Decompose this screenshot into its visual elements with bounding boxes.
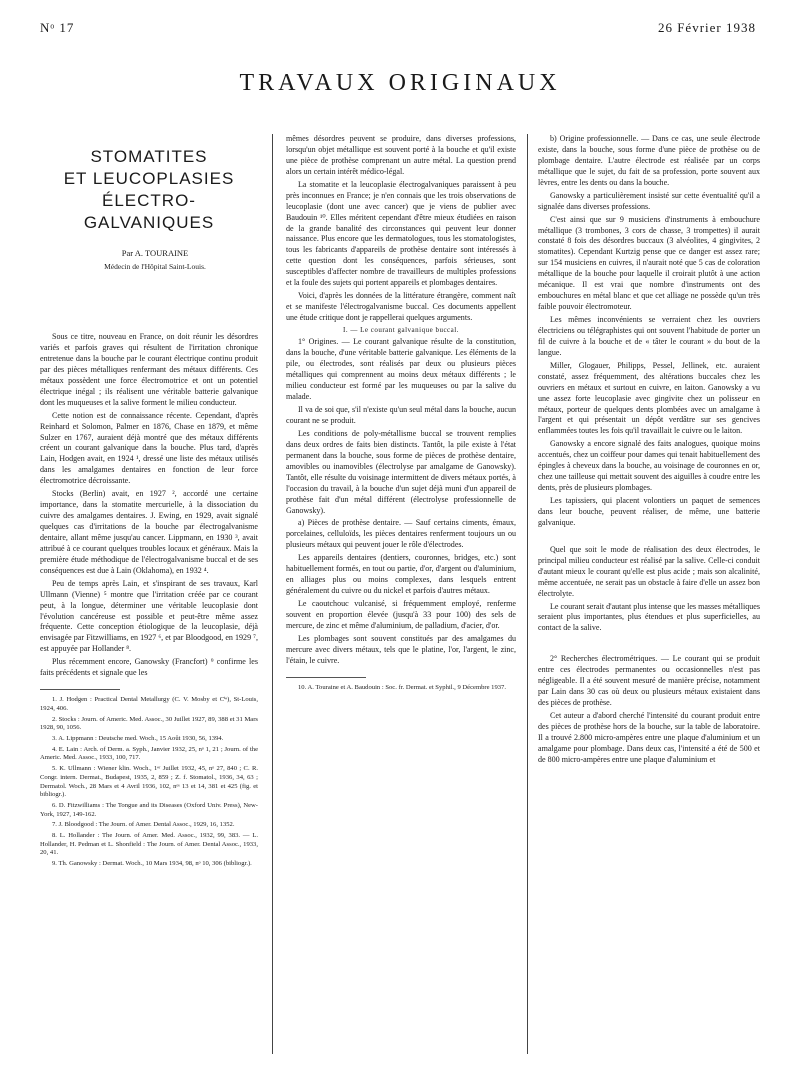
footnote: 8. L. Hollander : The Journ. of Amer. Med. Assoc., 1932, 99, 383. — L. Hollander, H. Pedman et L. Shonfield : The Journ. of Amer. Dental Assoc., 1933, 20, 41.: [40, 832, 258, 857]
author: Par A. TOURAINE: [121, 248, 189, 259]
paragraph: Il va de soi que, s'il n'existe qu'un seul métal dans la bouche, aucun courant ne se produit.: [286, 405, 516, 426]
paragraph: b) Origine professionnelle. — Dans ce cas, une seule électrode existe, dans la bouche, sous forme d'une pièce de prothèse ou de plombage dentaire. L'autre électrode est réalisée par un corps métallique que le sujet, du fait de sa profession, porte souvent aux lèvres, entre les dents ou dans la bouche.: [538, 134, 760, 187]
paragraph: Plus récemment encore, Ganowsky (Francfort) ⁹ confirme les faits précédents et signale que les: [40, 657, 258, 678]
footnote: 3. A. Lippmann : Deutsche med. Woch., 15 Août 1930, 56, 1394.: [52, 734, 224, 742]
paragraph: Cette notion est de connaissance récente. Cependant, d'après Reinhard et Solomon, Palmer en 1876, Chase en 1879, et même Sulzer en 1767, auraient déjà montré que des métaux différents créent un courant galvanique dans la bouche. Plus tard, d'après Lain, Hodgen avait, en 1924 ¹, dressé une liste des métaux utilisés dans les amalgames dentaires en fonction de leur force électromotrice décroissante.: [40, 410, 258, 486]
paragraph: 1° Origines. — Le courant galvanique résulte de la constitution, dans la bouche, d'une véritable batterie galvanique. Les éléments de la pile, ou électrodes, sont réalisés par deux ou plusieurs pièces métalliques qui comprennent au moins deux métaux différents ; le milieu conducteur est formé par les muqueuses ou par la salive du malade.: [286, 337, 516, 402]
footnote: 5. K. Ullmann : Wiener klin. Woch., 1ᵉʳ Juillet 1932, 45, nᵒ 27, 840 ; C. R. Congr. intern. Dermat., Budapest, 1935, 2, 859 ; Z. f. Stomatol., 1936, 34, 63 ; Dermatol. Woch., 28 Mars et 4 Avril 1936, 102, nᵒˢ 13 et 14, 381 et 425 (fig. et bibliogr.).: [40, 765, 258, 799]
paragraph: Miller, Glogauer, Philipps, Pessel, Jellinek, etc. auraient constaté, assez fréquemment, des altérations buccales chez les ouvriers en métaux et surtout en cuivre, en laiton. Ganowsky a vu une assez forte leucoplasie avec gingivite chez un polisseur en métaux, porteur de quelques dents plombées avec un amalgame à l'argent et qui présentait un dépôt verdâtre sur ses gencives enflammées toutes les fois qu'il travaillait le cuivre ou le laiton.: [538, 360, 760, 436]
paragraph: Les mêmes inconvénients se verraient chez les ouvriers électriciens ou télégraphistes qui ont souvent l'habitude de porter un fil de cuivre à la bouche et de « tâter le courant » du bout de la langue.: [538, 315, 760, 357]
footnote: 6. D. Fitzwilliams : The Tongue and its Diseases (Oxford Univ. Press), New-York, 1927, 149-162.: [40, 801, 258, 818]
paragraph: Les appareils dentaires (dentiers, couronnes, bridges, etc.) sont habituellement formés, en tout ou partie, d'or, d'argent ou d'aluminium, en alliages plus ou moins complexes, dans lesquels entrent généralement du cuivre ou du nickel et parfois d'autres métaux.: [286, 553, 516, 596]
paragraph: C'est ainsi que sur 9 musiciens d'instruments à embouchure métallique (3 trombones, 3 cors de chasse, 3 trompettes) il aurait constaté 8 fois des désordres buccaux (3 alvéolites, 4 gingivites, 2 stomatites). Cependant Kurtzig pense que ce danger est assez rare; sur 154 musiciens en cuivres, il n'aurait noté que 5 cas de coloration métallique de la bouche pour laquelle il croirait plutôt à une action mécanique. Il est vrai que nombre d'instruments ont des embouchures en métal blanc et que cet alliage ne possède qu'un très faible pouvoir électromoteur.: [538, 214, 760, 312]
paragraph: Ganowsky a particulièrement insisté sur cette éventualité qu'il a signalée dans diverses professions.: [538, 190, 760, 211]
paragraph: Les conditions de poly-métallisme buccal se trouvent remplies dans deux ordres de faits bien distincts. Tantôt, la pile existe à l'état permanent dans la bouche, sous forme de pièces de prothèse dentaire, amovibles ou inamovibles (électrolyse par amalgame de Ganowsky). Tantôt, elle résulte du voisinage intermittent de divers métaux portés, à l'occasion du travail, à la bouche d'un sujet déjà muni d'un appareil de prothèse fait d'un métal différent (électrolyse professionnelle de Ganowsky).: [286, 428, 516, 515]
footnote: 4. E. Lain : Arch. of Derm. a. Syph., Janvier 1932, 25, nᵒ 1, 21 ; Journ. of the Americ. Med. Assoc., 1933, 100, 717.: [40, 745, 258, 762]
article-title-line: ÉLECTRO-GALVANIQUES: [83, 191, 215, 233]
article-title-line: STOMATITES: [90, 147, 208, 166]
section-title: TRAVAUX ORIGINAUX: [239, 70, 561, 96]
paragraph: Ganowsky a encore signalé des faits analogues, quoique moins accentués, chez un coiffeur pour dames qui tenait habituellement des épingles à cheveux dans la bouche, au voisinage de couronnes en or, chez une tailleuse qui mettait souvent des aiguilles à coudre entre les dents, près de plusieurs plombages.: [538, 439, 760, 493]
footnote: 9. Th. Ganowsky : Dermat. Woch., 10 Mars 1934, 98, nᵒ 10, 306 (bibliogr.).: [52, 860, 252, 868]
paragraph: Les tapissiers, qui placent volontiers un paquet de semences dans leur bouche, peuvent réaliser, de même, une batterie galvanique.: [538, 496, 760, 527]
paragraph: 2° Recherches électrométriques. — Le courant qui se produit entre ces électrodes permanentes ou occasionnelles n'est pas négligeable. Il a été souvent mesuré de manière précise, notamment par Lain dans 30 cas où deux ou plusieurs métaux existaient dans des pièces de prothèse.: [538, 654, 760, 708]
paragraph: mêmes désordres peuvent se produire, dans diverses professions, lorsqu'un objet métallique est souvent porté à la bouche et qu'il existe une pièce de prothèse comprenant un autre métal. La question prend alors un certain intérêt médico-légal.: [286, 134, 516, 176]
section-subheading: I. — Le courant galvanique buccal.: [343, 325, 459, 334]
affiliation: Médecin de l'Hôpital Saint-Louis.: [104, 261, 206, 271]
footnote-rule: [286, 677, 366, 678]
footnote: 2. Stocks : Journ. of Americ. Med. Assoc., 30 Juillet 1927, 89, 388 et 31 Mars 1928, 90, 1056.: [40, 715, 258, 732]
paragraph: Sous ce titre, nouveau en France, on doit réunir les désordres variés et parfois graves qui résultent de l'irritation chronique entretenue dans la bouche par le courant électrique continu produit par des pièces métalliques renfermant des métaux différents. Ces métaux possèdent une force électromotrice et ont un potentiel électrique inégal ; ils réalisent une véritable batterie galvanique dont les muqueuses et la salive forment le milieu conducteur.: [40, 332, 258, 407]
column-rule: [272, 134, 273, 1054]
paragraph: La stomatite et la leucoplasie électrogalvaniques paraissent à peu près inconnues en France; je n'en connais que les trois observations de leucoplasie (dont une avec cancer) que je viens de publier avec Baudouin ¹⁰. Elles méritent cependant d'être mieux étudiées en raison de la grande banalité des circonstances qui peuvent leur donner naissance. Plus encore que les dermatologues, tous les stomatologistes, tous les fabricants d'appareils de prothèse dentaire sont intéressés à cette question dont les conséquences, parfois sérieuses, sont susceptibles d'affecter nombre de travailleurs de multiples professions et la foule des sujets qui portent appareils et plombages dentaires.: [286, 179, 516, 288]
paragraph: Peu de temps après Lain, et s'inspirant de ses travaux, Karl Ullmann (Vienne) ⁵ montre que l'irritation créée par ce courant peut, à la longue, déterminer une véritable leucoplasie dont l'évolution cancéreuse est possible et peut-être même assez fréquente. Cette conception étiologique de la leucoplasie, déjà envisagée par Fitzwilliams, en 1927 ⁶, et par Bloodgood, en 1929 ⁷, est appuyée par Hollander ⁸.: [40, 578, 258, 654]
paragraph: Voici, d'après les données de la littérature étrangère, comment naît et se manifeste l'électrogalvanisme buccal. Ces documents appellent une étude critique dont je rappellerai quelques arguments.: [286, 291, 516, 322]
footnote: 1. J. Hodgen : Practical Dental Metallurgy (C. V. Mosby et Cⁱᵉ), St-Louis, 1924, 406.: [40, 696, 258, 712]
footnote: 10. A. Touraine et A. Baudouin : Soc. fr. Dermat. et Syphil., 9 Décembre 1937.: [298, 683, 506, 691]
column-1: [40, 134, 258, 871]
column-2: [286, 134, 516, 694]
paragraph: Les plombages sont souvent constitués par des amalgames du mercure avec divers métaux, tels que le platine, l'or, l'argent, le zinc, l'étain, le cuivre.: [286, 633, 516, 665]
column-rule: [527, 134, 528, 1054]
paragraph: a) Pièces de prothèse dentaire. — Sauf certains ciments, émaux, porcelaines, celluloïds, les pièces dentaires renferment toujours un ou plusieurs métaux qui peuvent jouer le rôle d'électrodes.: [286, 518, 516, 550]
footnote-rule: [40, 689, 120, 690]
footnote: 7. J. Bloodgood : The Journ. of Amer. Dental Assoc., 1929, 16, 1352.: [52, 821, 235, 829]
paragraph: Quel que soit le mode de réalisation des deux électrodes, le principal milieu conducteur est réalisé par la salive. Celle-ci conduit d'autant mieux le courant qu'elle est plus acide ; mais son alcalinité, même accentuée, ne serait pas un obstacle à faire d'elle un assez bon électrolyte.: [538, 544, 760, 598]
paragraph: Le courant serait d'autant plus intense que les masses métalliques seraient plus importantes, plus étendues et plus superficielles, au contact de la salive.: [538, 601, 760, 633]
article-title-line: ET LEUCOPLASIES: [63, 169, 235, 189]
paragraph: Stocks (Berlin) avait, en 1927 ², accordé une certaine importance, dans la stomatite mercurielle, à la dissociation du cuivre des amalgames dentaires. J. Ewing, en 1929, avait signalé quelques cas d'irritations de la bouche par électrogalvanisme dentaire, allant même jusqu'au cancer. Lippmann, en 1930 ³, avait attribué à ce courant quelques troubles locaux et généraux. Mais la première étude méthodique de l'électrogalvanisme buccal et de ses conséquences est due à Lain (Oklahoma), en 1932 ⁴.: [40, 489, 258, 575]
spacer: [538, 636, 760, 654]
paragraph: Le caoutchouc vulcanisé, si fréquemment employé, renferme souvent en proportion élevée (jusqu'à 33 pour 100) des sels de mercure, de zinc et même d'aluminium, de palladium, d'acier, d'or.: [286, 599, 516, 630]
article-title: [40, 146, 258, 234]
issue-number: Nᵒ 17: [40, 20, 75, 35]
column-3: [538, 134, 760, 768]
spacer: [538, 531, 760, 545]
paragraph: Cet auteur a d'abord cherché l'intensité du courant produit entre des pièces de prothèse hors de la bouche, sur la table de laboratoire. Il a trouvé 2.800 micro-ampères entre une plaque d'aluminium et un amalgame pour plombage. Dans deux cas, l'intensité a été de 500 et de 800 micro-ampères entre une plaque d'aluminium et: [538, 711, 760, 764]
issue-date: 26 Février 1938: [657, 20, 756, 35]
